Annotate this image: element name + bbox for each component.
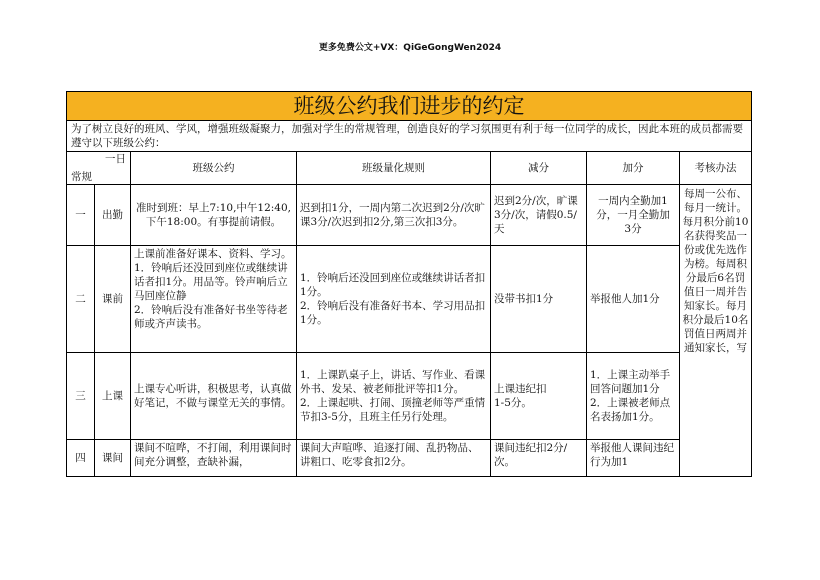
- row-rules: 迟到扣1分，一周内第二次迟到2分/次旷课3分/次迟到扣2分,第三次扣3分。: [297, 185, 491, 246]
- intro-paragraph: 为了树立良好的班风、学风，增强班级凝聚力，加强对学生的常规管理，创造良好的学习氛围更有利于每一位同学的成长，因此本班的成员都需要遵守以下班级公约：: [67, 121, 752, 152]
- header-convention: 班级公约: [131, 152, 297, 185]
- row-name: 出勤: [95, 185, 131, 246]
- header-deduct: 减分: [491, 152, 587, 185]
- row-convention: 课间不喧哗，不打闹，利用课间时间充分调整，查缺补漏，: [131, 440, 297, 477]
- row-rules: 1．铃响后还没回到座位或继续讲话者扣1分。 2．铃响后没有准备好书本、学习用品扣1分。: [297, 246, 491, 353]
- row-convention: 准时到班：早上7:10,中午12:40,下午18:00。有事提前请假。: [131, 185, 297, 246]
- row-add: 一周内全勤加1分，一月全勤加 3分: [587, 185, 680, 246]
- convention-table: [66, 91, 752, 477]
- row-name: 课间: [95, 440, 131, 477]
- table-row: [67, 353, 752, 440]
- row-add: 1．上课主动举手回答问题加1分2．上课被老师点名表扬加1分。: [587, 353, 680, 440]
- header-corner-top: 一日: [105, 153, 126, 165]
- header-corner-cell: [67, 152, 131, 185]
- watermark-text: 更多免费公文+VX：QiGeGongWen2024: [318, 43, 502, 53]
- row-number: 三: [67, 353, 95, 440]
- row-rules: 课间大声喧哗、追逐打闹、乱扔物品、讲粗口、吃零食扣2分。: [297, 440, 491, 477]
- row-deduct: 迟到2分/次，旷课3分/次，请假0.5/天: [491, 185, 587, 246]
- header-add: 加分: [587, 152, 680, 185]
- header-assess: 考核办法: [680, 152, 752, 185]
- table-row: [67, 440, 752, 477]
- header-rules: 班级量化规则: [297, 152, 491, 185]
- row-number: 一: [67, 185, 95, 246]
- row-add: 举报他人加1分: [587, 246, 680, 353]
- row-convention: 上课前准备好课本、资料、学习。 1．铃响后还没回到座位或继续讲话者扣1分。用品等。铃声响后立马回座位静 2．铃响后没有准备好书坐等待老师或齐声读书。: [131, 246, 297, 353]
- header-corner-bottom: 常规: [71, 171, 92, 183]
- row-convention: 上课专心听讲，积极思考，认真做好笔记，不做与课堂无关的事情。: [131, 353, 297, 440]
- row-deduct: 课间违纪扣2分/次。: [491, 440, 587, 477]
- row-number: 二: [67, 246, 95, 353]
- table-row: [67, 185, 752, 246]
- row-add: 举报他人课间违纪行为加1: [587, 440, 680, 477]
- row-rules: 1．上课趴桌子上，讲话、写作业、看课外书、发呆、被老师批评等扣1分。 2．上课起哄、打闹、顶撞老师等严重情节扣3-5分，且班主任另行处理。: [297, 353, 491, 440]
- row-deduct: 上课违纪扣 1-5分。: [491, 353, 587, 440]
- table-row: [67, 246, 752, 353]
- header-row: [67, 152, 752, 185]
- assessment-cell: 每周一公布、每月一统计。每月积分前10名获得奖品一份或优先选作为榜。每周积分最后6名罚值日一周并告知家长。每月积分最后10名罚值日两周并通知家长，写: [680, 185, 752, 477]
- table-title: 班级公约我们进步的约定: [67, 92, 752, 121]
- row-deduct: 没带书扣1分: [491, 246, 587, 353]
- row-number: 四: [67, 440, 95, 477]
- row-name: 课前: [95, 246, 131, 353]
- row-name: 上课: [95, 353, 131, 440]
